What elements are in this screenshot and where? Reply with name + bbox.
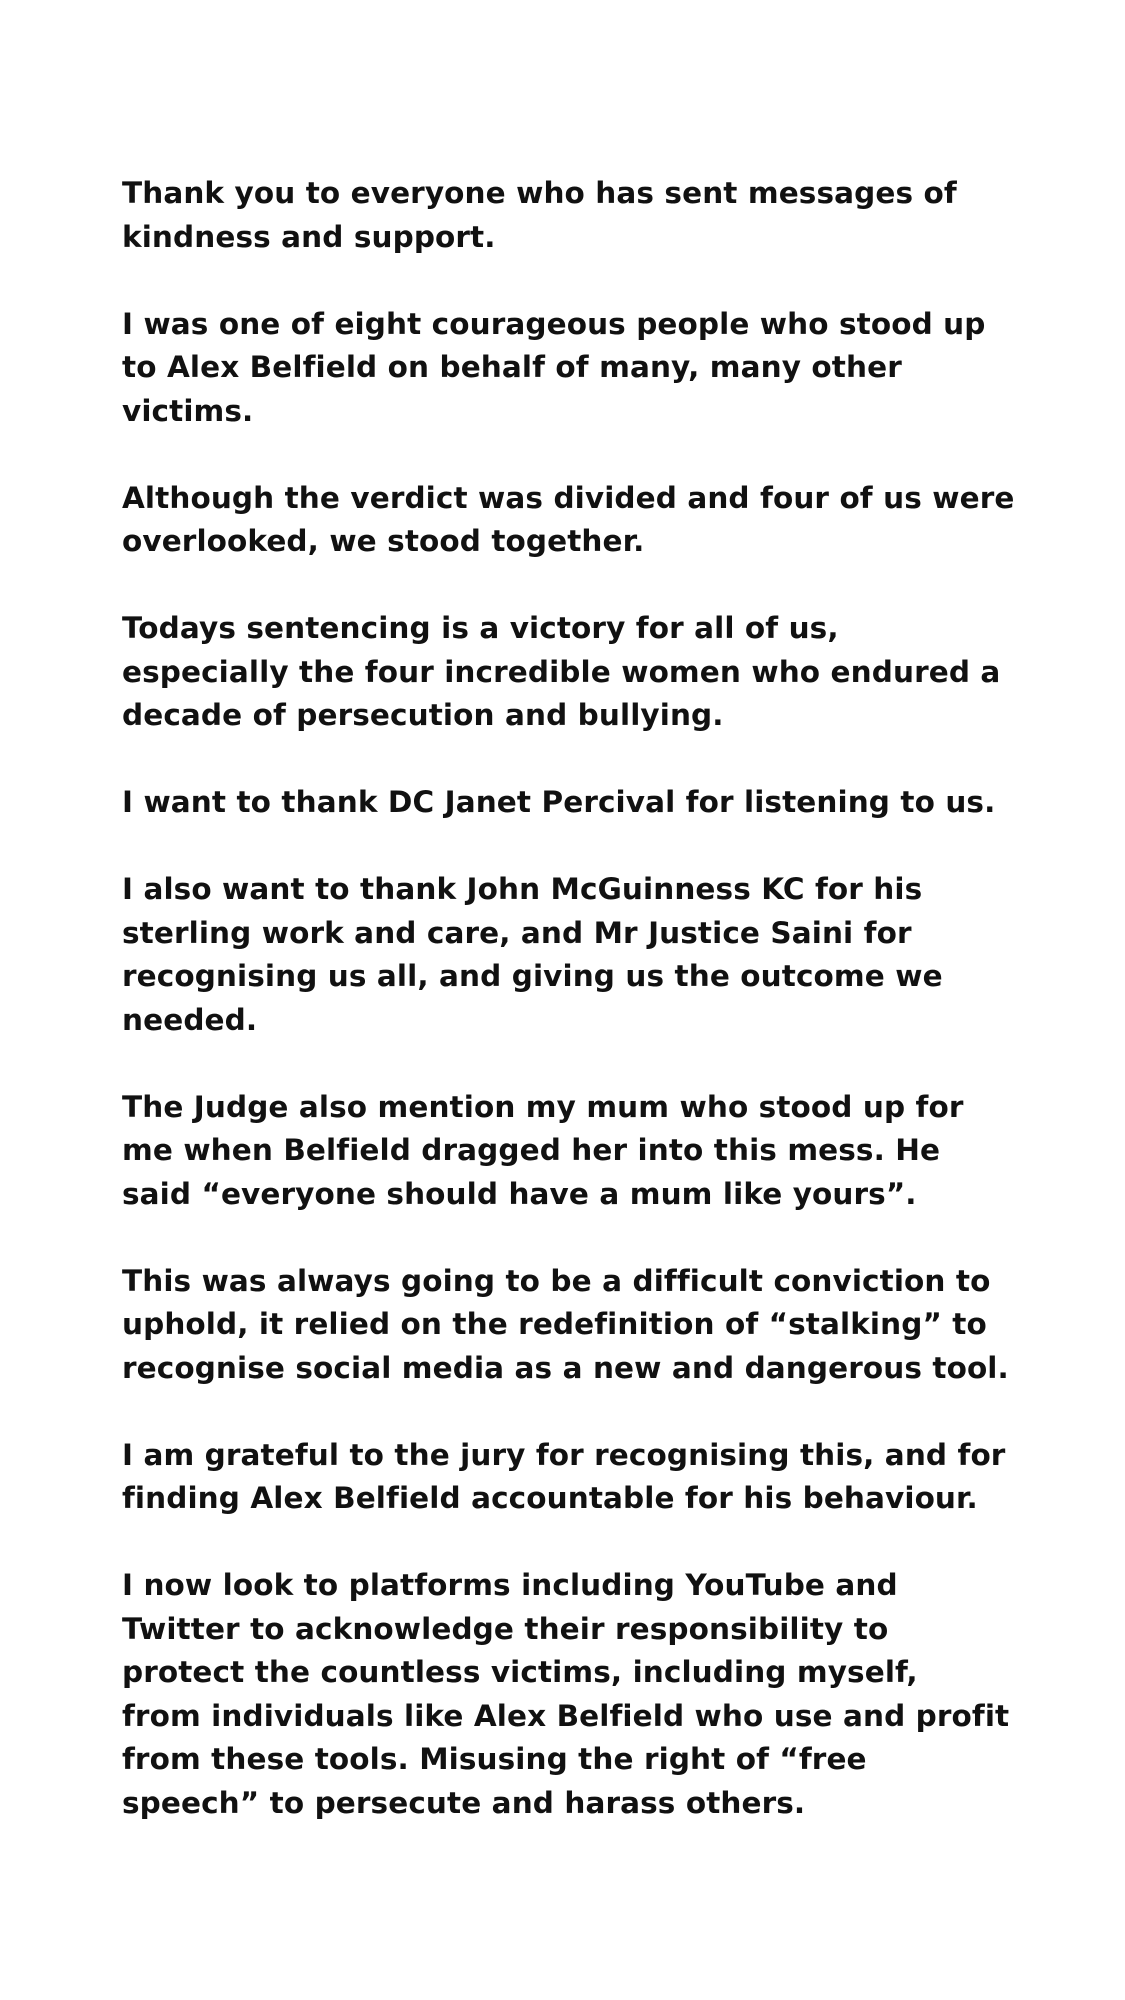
text-line: from individuals like Alex Belfield who use and profit <box>122 1698 1010 1733</box>
text-line: protect the countless victims, including myself, <box>122 1655 918 1689</box>
paragraph-jury <box>122 1434 1022 1521</box>
paragraph-verdict <box>122 477 1022 564</box>
text-line: I was one of eight courageous people who stood up <box>122 306 986 341</box>
text-line: speech” to persecute and harass others. <box>122 1785 806 1820</box>
paragraph-thank-kc-judge <box>122 868 1022 1042</box>
text-line: to Alex Belfield on behalf of many, many other <box>122 350 902 384</box>
paragraph-courageous-people <box>122 303 1022 434</box>
text-line: finding Alex Belfield accountable for his behaviour. <box>122 1481 978 1515</box>
text-line: This was always going to be a difficult conviction to <box>122 1263 991 1298</box>
paragraph-sentencing <box>122 607 1022 738</box>
text-line: I also want to thank John McGuinness KC for his <box>122 872 923 906</box>
statement-body <box>122 172 1022 1869</box>
paragraph-mum <box>122 1086 1022 1217</box>
paragraph-platforms <box>122 1564 1022 1825</box>
text-line: I now look to platforms including YouTube and <box>122 1568 898 1602</box>
text-line: I want to thank DC Janet Percival for listening to us. <box>122 785 996 819</box>
text-line: Twitter to acknowledge their responsibility to <box>122 1611 889 1646</box>
text-line: recognise social media as a new and dangerous tool. <box>122 1350 1009 1385</box>
text-line: overlooked, we stood together. <box>122 524 645 558</box>
text-line: especially the four incredible women who endured a <box>122 654 1001 689</box>
text-line: Although the verdict was divided and four of us were <box>122 480 1015 515</box>
text-line: I am grateful to the jury for recognising this, and for <box>122 1437 1006 1472</box>
paragraph-conviction <box>122 1260 1022 1391</box>
text-line: recognising us all, and giving us the outcome we <box>122 959 943 993</box>
text-line: me when Belfield dragged her into this mess. He <box>122 1133 941 1167</box>
text-line: victims. <box>122 393 254 428</box>
text-line: sterling work and care, and Mr Justice Saini for <box>122 915 912 950</box>
text-line: uphold, it relied on the redefinition of “stalking” to <box>122 1307 987 1341</box>
text-line: Todays sentencing is a victory for all of us, <box>122 611 839 645</box>
text-line: said “everyone should have a mum like yours”. <box>122 1176 917 1211</box>
text-line: from these tools. Misusing the right of “free <box>122 1742 867 1776</box>
text-line: Thank you to everyone who has sent messages of <box>122 176 957 210</box>
paragraph-thank-dc <box>122 781 1022 825</box>
text-line: needed. <box>122 1002 258 1037</box>
paragraph-thanks <box>122 172 1022 259</box>
text-line: The Judge also mention my mum who stood up for <box>122 1089 964 1124</box>
text-line: decade of persecution and bullying. <box>122 698 724 732</box>
text-line: kindness and support. <box>122 219 496 254</box>
